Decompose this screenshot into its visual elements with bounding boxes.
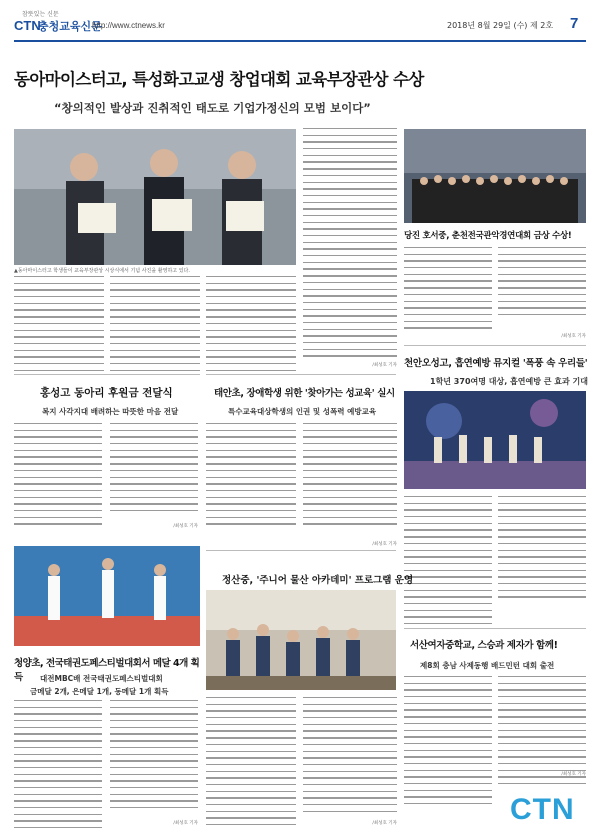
musical-photo bbox=[404, 391, 586, 489]
taean-subtitle: 특수교육대상학생의 인권 및 성폭력 예방교육 bbox=[228, 407, 377, 416]
hongseong-text-col1 bbox=[14, 423, 102, 530]
cheongyang-byline: /최성호 기자 bbox=[173, 821, 198, 826]
main-photo-caption: ▲동아마이스터고 학생들이 교육부장관상 시상식에서 기념 사진을 촬영하고 있다. bbox=[14, 268, 190, 274]
musical-text-col1 bbox=[404, 496, 492, 630]
taean-text-col1 bbox=[206, 423, 296, 530]
hoseo-text-col1 bbox=[404, 247, 492, 334]
tagline: 참뜻있는 신문 bbox=[22, 11, 59, 18]
hongseong-title: 홍성고 동아리 후원금 전달식 bbox=[40, 387, 173, 399]
hongseong-subtitle: 복지 사각지대 배려하는 따뜻한 마음 전달 bbox=[42, 407, 179, 416]
cheongyang-medals: 금메달 2개, 은메달 1개, 동메달 1개 획득 bbox=[30, 687, 169, 696]
jeongsan-text-col2 bbox=[303, 697, 397, 817]
taean-text-col2 bbox=[303, 423, 397, 530]
hoseo-title: 당진 호서중, 춘천전국관악경연대회 금상 수상! bbox=[404, 231, 572, 241]
cheongyang-title: 청양초, 전국태권도페스티벌대회서 메달 4개 획득 bbox=[14, 658, 200, 683]
musical-title: 천안오성고, 흡연예방 뮤지컬 '폭풍 속 우리들' bbox=[404, 358, 588, 369]
issue-date: 2018년 8월 29일 (수) 제 2호 bbox=[447, 21, 554, 30]
logo-subtitle: 충청교육신문 bbox=[38, 20, 102, 33]
seosan-byline: /최성호 기자 bbox=[561, 772, 586, 777]
main-text-col4 bbox=[303, 128, 397, 362]
cheongyang-text-col1 bbox=[14, 700, 102, 834]
jeongsan-byline: /최성호 기자 bbox=[372, 821, 397, 826]
main-headline: 동아마이스터고, 특성화고교생 창업대회 교육부장관상 수상 bbox=[14, 70, 424, 89]
main-byline: /최성호 기자 bbox=[372, 363, 397, 368]
taean-byline: /최성호 기자 bbox=[372, 542, 397, 547]
taean-title: 태안초, 장애학생 위한 '찾아가는 성교육' 실시 bbox=[214, 388, 395, 399]
seosan-text-col1 bbox=[404, 676, 492, 810]
main-subhead: “창의적인 발상과 진취적인 태도로 기업가정신의 모범 보이다” bbox=[54, 101, 371, 115]
cheongyang-photo bbox=[14, 546, 200, 646]
hoseo-photo bbox=[404, 129, 586, 223]
cheongyang-text-col2 bbox=[110, 700, 198, 814]
hongseong-byline: /최성호 기자 bbox=[173, 524, 198, 529]
jeongsan-title: 정산중, '주니어 물산 아카데미' 프로그램 운영 bbox=[222, 575, 414, 586]
musical-subtitle: 1학년 370여명 대상, 흡연예방 큰 효과 기대 bbox=[430, 377, 588, 386]
logo: CTN bbox=[14, 18, 41, 33]
jeongsan-photo bbox=[206, 590, 396, 690]
main-photo bbox=[14, 129, 296, 265]
musical-text-col2 bbox=[498, 496, 586, 603]
main-text-col3 bbox=[206, 276, 296, 376]
page-number: 7 bbox=[570, 15, 579, 32]
footer-logo: CTN bbox=[510, 793, 575, 826]
main-text-col1 bbox=[14, 276, 104, 376]
site-url[interactable]: http://www.ctnews.kr bbox=[92, 21, 165, 30]
main-text-col2 bbox=[110, 276, 200, 376]
hoseo-byline: /최성호 기자 bbox=[561, 334, 586, 339]
jeongsan-text-col1 bbox=[206, 697, 296, 831]
seosan-subtitle: 제8회 충남 사제동행 배드민턴 대회 출전 bbox=[420, 661, 555, 670]
hongseong-text-col2 bbox=[110, 423, 198, 517]
hoseo-text-col2 bbox=[498, 247, 586, 321]
cheongyang-subtitle: 대전MBC배 전국태권도페스티벌대회 bbox=[40, 674, 163, 683]
seosan-title: 서산여자중학교, 스승과 제자가 함께! bbox=[410, 640, 558, 651]
